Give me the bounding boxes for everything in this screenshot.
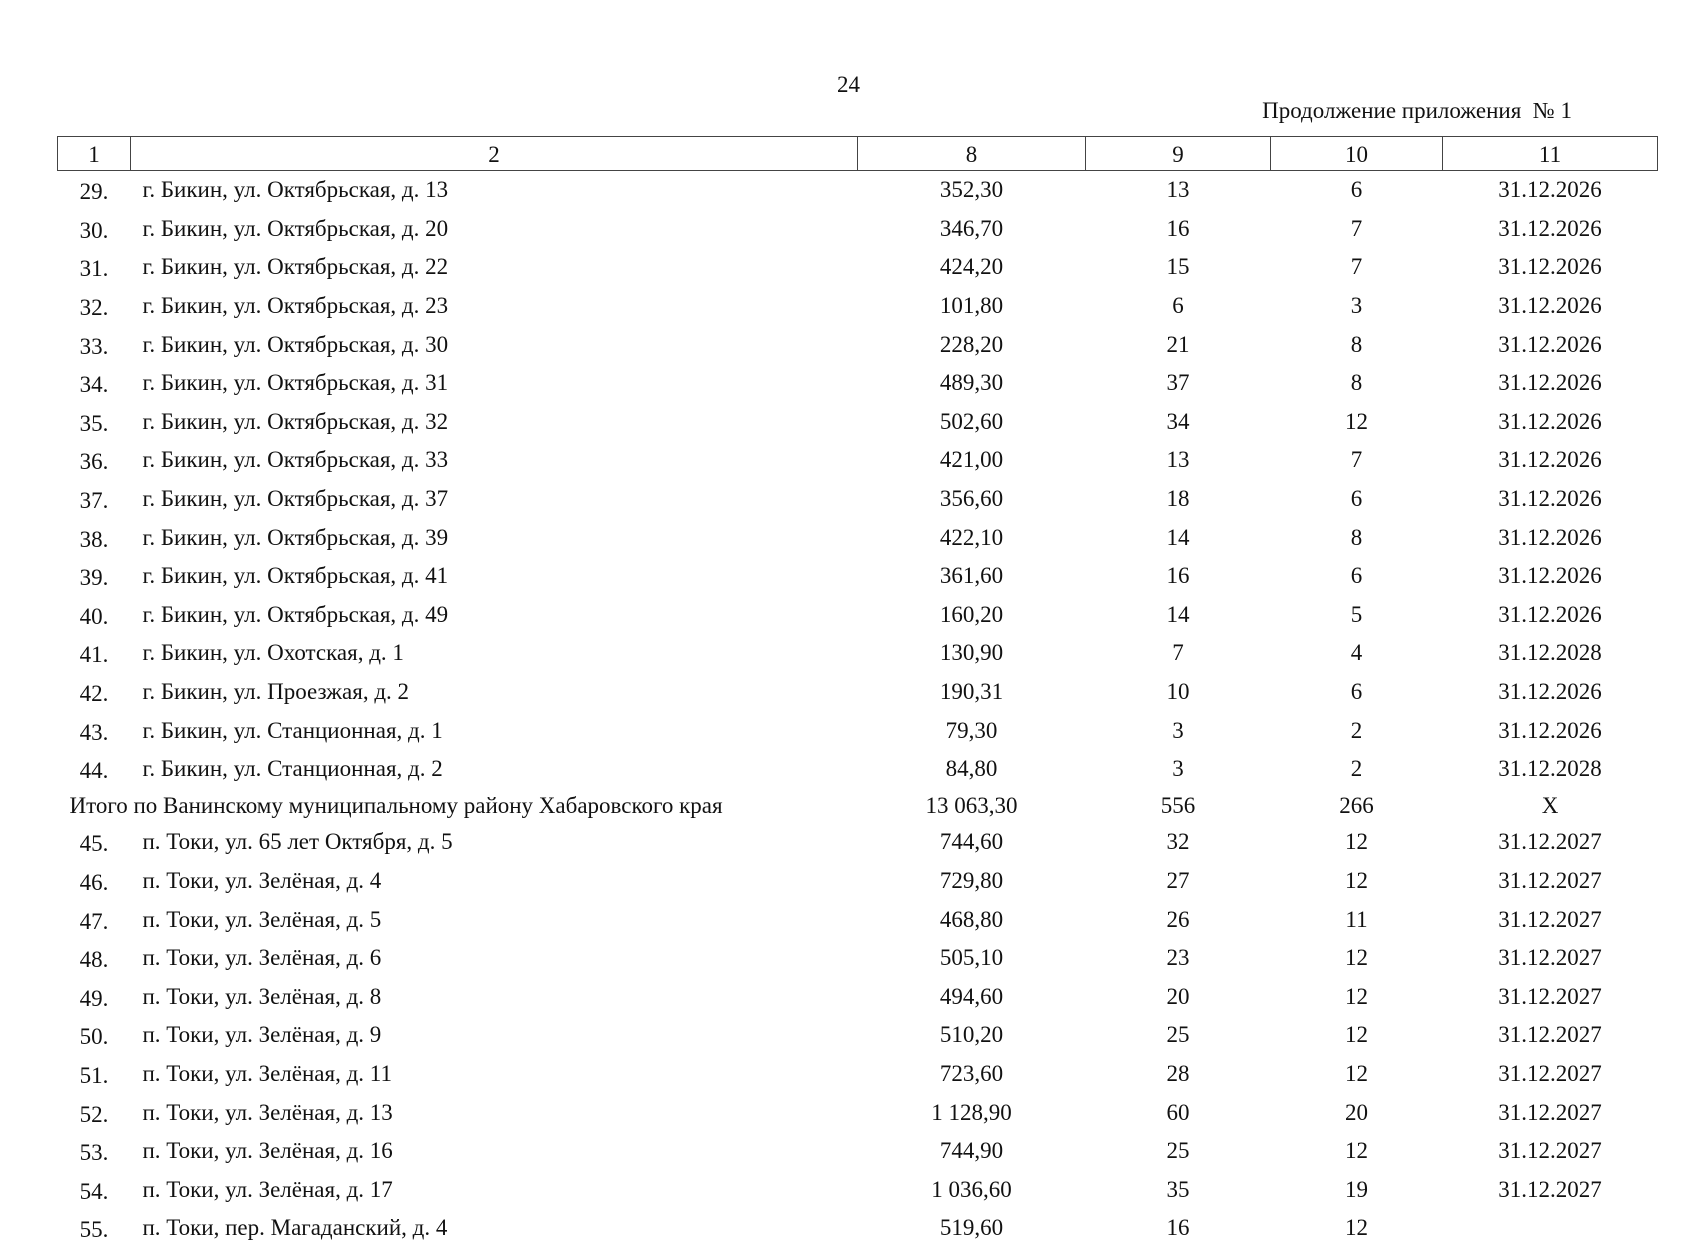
column-9-cell: 13 (1166, 177, 1190, 203)
column-11-cell: 31.12.2026 (1498, 563, 1602, 589)
column-9-cell: 34 (1166, 408, 1190, 434)
address-cell: п. Токи, пер. Магаданский, д. 4 (142, 1215, 448, 1241)
column-10-cell: 8 (1350, 524, 1363, 550)
table-row (58, 1132, 1658, 1171)
address-cell: п. Токи, ул. Зелёная, д. 9 (142, 1022, 382, 1048)
address-cell: г. Бикин, ул. Октябрьская, д. 39 (142, 524, 449, 550)
row-number-cell: 53. (79, 1140, 109, 1166)
appendix-table (57, 136, 1658, 1248)
row-number-cell: 29. (79, 179, 109, 205)
column-11-cell: 31.12.2027 (1498, 1099, 1602, 1125)
address-cell: г. Бикин, ул. Октябрьская, д. 32 (142, 408, 449, 434)
column-10-cell: 12 (1345, 867, 1368, 893)
column-10-cell: 6 (1350, 679, 1363, 705)
column-9-cell: 18 (1166, 486, 1190, 512)
column-8-cell: 356,60 (939, 486, 1004, 512)
column-10-cell: 4 (1350, 640, 1363, 666)
column-11-cell: 31.12.2026 (1498, 215, 1602, 241)
column-11-cell (1443, 1209, 1658, 1248)
total-row (58, 789, 1658, 824)
column-11-cell: 31.12.2028 (1498, 756, 1602, 782)
address-cell: п. Токи, ул. Зелёная, д. 11 (142, 1060, 392, 1086)
column-8-cell: 519,60 (939, 1215, 1004, 1241)
column-9-cell: 14 (1166, 524, 1190, 550)
column-11-cell: 31.12.2028 (1498, 640, 1602, 666)
address-cell: п. Токи, ул. Зелёная, д. 4 (142, 867, 382, 893)
column-8-cell: 190,31 (939, 679, 1004, 705)
row-number-cell: 50. (79, 1024, 109, 1050)
table-row (58, 1093, 1658, 1132)
column-header: 10 (1271, 137, 1443, 171)
column-11-cell: 31.12.2027 (1498, 945, 1602, 971)
column-header: 1 (58, 137, 131, 171)
column-9-cell: 6 (1172, 293, 1184, 319)
column-8-cell: 505,10 (939, 945, 1004, 971)
column-10-cell: 12 (1345, 1022, 1368, 1048)
table-row (58, 210, 1658, 249)
address-cell: г. Бикин, ул. Проезжая, д. 2 (142, 679, 410, 705)
row-number-cell: 30. (79, 217, 109, 243)
address-cell: п. Токи, ул. Зелёная, д. 8 (142, 983, 382, 1009)
address-cell: г. Бикин, ул. Октябрьская, д. 23 (142, 293, 449, 319)
column-8-cell: 723,60 (939, 1060, 1004, 1086)
column-8-cell: 744,60 (939, 829, 1004, 855)
column-10-cell: 8 (1350, 331, 1363, 357)
table-row (58, 977, 1658, 1016)
row-number-cell: 38. (79, 526, 109, 552)
row-number-cell: 46. (79, 869, 109, 895)
column-9-cell: 25 (1166, 1022, 1190, 1048)
row-number-cell: 49. (79, 985, 109, 1011)
column-10-cell: 7 (1350, 447, 1363, 473)
address-cell: п. Токи, ул. Зелёная, д. 6 (142, 945, 382, 971)
total-label: Итого по Ванинскому муниципальному району Хабаровского края (69, 792, 723, 818)
column-9-cell: 23 (1166, 945, 1190, 971)
column-8-cell: 361,60 (939, 563, 1004, 589)
table-row (58, 862, 1658, 901)
table-row (58, 1016, 1658, 1055)
table-row (58, 171, 1658, 210)
column-9-cell: 16 (1166, 1215, 1190, 1241)
column-9-cell: 10 (1166, 679, 1190, 705)
column-11-cell: 31.12.2026 (1498, 486, 1602, 512)
table-row (58, 403, 1658, 442)
column-10-cell: 12 (1345, 1138, 1368, 1164)
column-10-cell: 3 (1350, 293, 1363, 319)
table-header (58, 137, 1658, 171)
row-number-cell: 31. (79, 256, 109, 282)
row-number-cell: 44. (79, 758, 109, 784)
column-9-cell: 27 (1166, 867, 1190, 893)
row-number-cell: 52. (79, 1101, 109, 1127)
table-row (58, 1209, 1658, 1248)
column-header: 11 (1443, 137, 1658, 171)
column-8-cell: 510,20 (939, 1022, 1004, 1048)
row-number-cell: 34. (79, 372, 109, 398)
address-cell: г. Бикин, ул. Октябрьская, д. 22 (142, 254, 449, 280)
column-11-cell: 31.12.2026 (1498, 254, 1602, 280)
column-8-cell: 489,30 (939, 370, 1004, 396)
column-8-cell: 352,30 (939, 177, 1004, 203)
table-row (58, 441, 1658, 480)
column-8-cell: 424,20 (939, 254, 1004, 280)
address-cell: г. Бикин, ул. Октябрьская, д. 49 (142, 601, 449, 627)
table-row (58, 364, 1658, 403)
column-8-cell: 421,00 (939, 447, 1004, 473)
address-cell: п. Токи, ул. Зелёная, д. 16 (142, 1138, 393, 1164)
column-10-cell: 7 (1350, 254, 1363, 280)
column-9-cell: 16 (1166, 215, 1190, 241)
column-11-cell: 31.12.2027 (1498, 983, 1602, 1009)
column-8-cell: 101,80 (939, 293, 1004, 319)
row-number-cell: 55. (79, 1217, 109, 1243)
address-cell: г. Бикин, ул. Октябрьская, д. 30 (142, 331, 449, 357)
column-8-cell: 494,60 (939, 983, 1004, 1009)
table-body (58, 171, 1658, 1248)
column-10-cell: 6 (1350, 563, 1363, 589)
table-row (58, 248, 1658, 287)
column-10-cell: 20 (1345, 1099, 1368, 1125)
column-9-cell: 60 (1166, 1099, 1190, 1125)
table-row (58, 750, 1658, 789)
column-10-cell: 11 (1345, 906, 1368, 932)
column-10-cell: 12 (1345, 945, 1368, 971)
row-number-cell: 32. (79, 295, 109, 321)
column-11-cell: 31.12.2026 (1498, 717, 1602, 743)
column-9-cell: 21 (1166, 331, 1190, 357)
row-number-cell: 35. (79, 410, 109, 436)
column-10-cell: 2 (1350, 756, 1363, 782)
table-row (58, 900, 1658, 939)
address-cell: г. Бикин, ул. Станционная, д. 2 (142, 756, 443, 782)
column-10-cell: 12 (1345, 983, 1368, 1009)
column-9-cell: 28 (1166, 1060, 1190, 1086)
row-number-cell: 37. (79, 488, 109, 514)
column-11-cell: 31.12.2026 (1498, 370, 1602, 396)
column-9-cell: 13 (1166, 447, 1190, 473)
table-row (58, 634, 1658, 673)
column-8-cell: 130,90 (939, 640, 1004, 666)
column-9-cell: 37 (1166, 370, 1190, 396)
column-9-cell: 20 (1166, 983, 1190, 1009)
column-11-cell: 31.12.2027 (1498, 1176, 1602, 1202)
column-11-cell: 31.12.2026 (1498, 293, 1602, 319)
address-cell: г. Бикин, ул. Охотская, д. 1 (142, 640, 404, 666)
row-number-cell: 41. (79, 642, 109, 668)
row-number-cell: 43. (79, 719, 109, 745)
column-8-cell: 1 128,90 (931, 1099, 1012, 1125)
total-c8-cell: 13 063,30 (925, 792, 1018, 818)
column-8-cell: 422,10 (939, 524, 1004, 550)
column-9-cell: 16 (1166, 563, 1190, 589)
total-c11-cell: X (1541, 792, 1559, 818)
column-10-cell: 12 (1345, 1215, 1368, 1241)
column-8-cell: 160,20 (939, 601, 1004, 627)
row-number-cell: 51. (79, 1062, 109, 1088)
column-10-cell: 12 (1345, 408, 1368, 434)
address-cell: г. Бикин, ул. Октябрьская, д. 41 (142, 563, 449, 589)
column-9-cell: 7 (1172, 640, 1184, 666)
table-row (58, 939, 1658, 978)
column-11-cell: 31.12.2027 (1498, 1060, 1602, 1086)
column-10-cell: 12 (1345, 1060, 1368, 1086)
column-header: 9 (1086, 137, 1271, 171)
address-cell: г. Бикин, ул. Октябрьская, д. 37 (142, 486, 449, 512)
address-cell: п. Токи, ул. Зелёная, д. 13 (142, 1099, 393, 1125)
row-number-cell: 48. (79, 947, 109, 973)
row-number-cell: 40. (79, 603, 109, 629)
column-8-cell: 79,30 (945, 717, 998, 743)
column-10-cell: 6 (1350, 177, 1363, 203)
table-row (58, 596, 1658, 635)
column-11-cell: 31.12.2026 (1498, 331, 1602, 357)
column-8-cell: 744,90 (939, 1138, 1004, 1164)
table-row (58, 1170, 1658, 1209)
column-8-cell: 228,20 (939, 331, 1004, 357)
page-number: 24 (837, 72, 860, 97)
column-11-cell: 31.12.2026 (1498, 679, 1602, 705)
table-row (58, 711, 1658, 750)
column-11-cell: 31.12.2026 (1498, 524, 1602, 550)
column-11-cell: 31.12.2026 (1498, 447, 1602, 473)
table-row (58, 673, 1658, 712)
address-cell: п. Токи, ул. Зелёная, д. 17 (142, 1176, 393, 1202)
address-cell: п. Токи, ул. 65 лет Октября, д. 5 (142, 829, 453, 855)
column-8-cell: 84,80 (945, 756, 998, 782)
table-row (58, 480, 1658, 519)
column-9-cell: 3 (1172, 717, 1184, 743)
column-11-cell: 31.12.2026 (1498, 177, 1602, 203)
column-11-cell: 31.12.2027 (1498, 829, 1602, 855)
row-number-cell: 42. (79, 681, 109, 707)
column-8-cell: 729,80 (939, 867, 1004, 893)
table-row (58, 325, 1658, 364)
row-number-cell: 33. (79, 333, 109, 359)
row-number-cell: 45. (79, 831, 109, 857)
column-10-cell: 6 (1350, 486, 1363, 512)
column-8-cell: 346,70 (939, 215, 1004, 241)
address-cell: п. Токи, ул. Зелёная, д. 5 (142, 906, 382, 932)
column-header: 8 (858, 137, 1086, 171)
column-11-cell: 31.12.2027 (1498, 1022, 1602, 1048)
column-9-cell: 25 (1166, 1138, 1190, 1164)
column-11-cell: 31.12.2027 (1498, 906, 1602, 932)
column-9-cell: 32 (1166, 829, 1190, 855)
column-numbers-row (58, 137, 1658, 171)
row-number-cell: 47. (79, 908, 109, 934)
column-11-cell: 31.12.2026 (1498, 408, 1602, 434)
column-10-cell: 12 (1345, 829, 1368, 855)
appendix-continuation-note: Продолжение приложения № 1 (1262, 98, 1572, 123)
column-9-cell: 35 (1166, 1176, 1190, 1202)
column-9-cell: 26 (1166, 906, 1190, 932)
column-11-cell: 31.12.2027 (1498, 867, 1602, 893)
column-8-cell: 468,80 (939, 906, 1004, 932)
address-cell: г. Бикин, ул. Октябрьская, д. 20 (142, 215, 449, 241)
column-10-cell: 8 (1350, 370, 1363, 396)
table-row (58, 1055, 1658, 1094)
table-row (58, 287, 1658, 326)
column-11-cell: 31.12.2026 (1498, 601, 1602, 627)
column-8-cell: 1 036,60 (931, 1176, 1012, 1202)
total-c10-cell: 266 (1339, 792, 1374, 818)
address-cell: г. Бикин, ул. Октябрьская, д. 13 (142, 177, 449, 203)
table-row (58, 823, 1658, 862)
row-number-cell: 54. (79, 1178, 109, 1204)
table-row (58, 518, 1658, 557)
row-number-cell: 36. (79, 449, 109, 475)
column-10-cell: 5 (1350, 601, 1363, 627)
address-cell: г. Бикин, ул. Октябрьская, д. 33 (142, 447, 449, 473)
column-9-cell: 3 (1172, 756, 1184, 782)
column-11-cell: 31.12.2027 (1498, 1138, 1602, 1164)
total-c9-cell: 556 (1160, 792, 1196, 818)
column-9-cell: 15 (1166, 254, 1190, 280)
column-9-cell: 14 (1166, 601, 1190, 627)
column-10-cell: 2 (1350, 717, 1363, 743)
address-cell: г. Бикин, ул. Станционная, д. 1 (142, 717, 443, 743)
table-row (58, 557, 1658, 596)
column-10-cell: 7 (1350, 215, 1363, 241)
address-cell: г. Бикин, ул. Октябрьская, д. 31 (142, 370, 449, 396)
column-header: 2 (131, 137, 858, 171)
column-10-cell: 19 (1345, 1176, 1368, 1202)
row-number-cell: 39. (79, 565, 109, 591)
column-8-cell: 502,60 (939, 408, 1004, 434)
